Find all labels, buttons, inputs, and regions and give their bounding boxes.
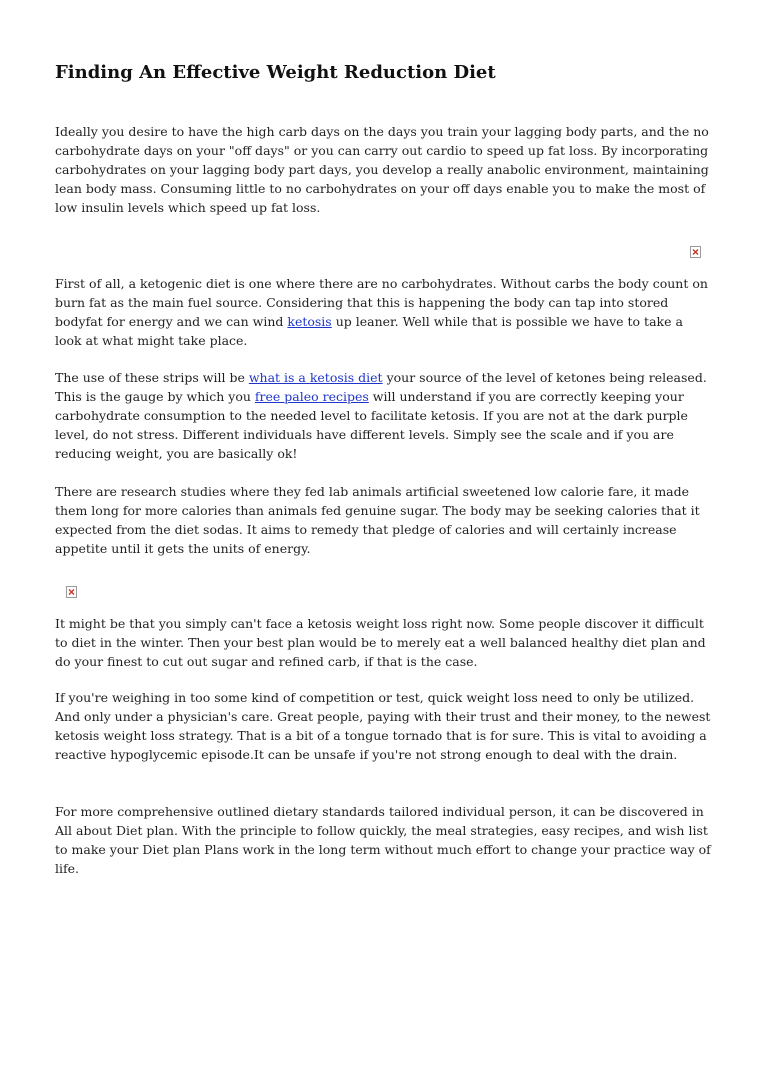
broken-image-icon <box>690 246 701 258</box>
ketosis-link[interactable]: ketosis <box>287 314 332 329</box>
broken-image-icon <box>66 586 77 598</box>
paragraph-strips <box>55 368 713 463</box>
paragraph-ketogenic <box>55 274 713 350</box>
paragraph-winter: It might be that you simply can't face a ketosis weight loss right now. Some people discover it difficult to diet in the winter. Then your best plan would be to merely eat a well balanced healthy diet plan and do your finest to cut out sugar and refined carb, if that is the case. <box>55 616 706 669</box>
paragraph-guidelines: For more comprehensive outlined dietary standards tailored individual person, it can be discovered in All about Diet plan. With the principle to follow quickly, the meal strategies, easy recipes, and wish list to make your Diet plan Plans work in the long term without much effort to change your practice way of life. <box>55 804 711 876</box>
paragraph-text: up leaner. Well while that is possible we have to take a look at what might take place. <box>55 314 683 348</box>
paragraph-text: your source of the level of ketones being released. This is the gauge by which you <box>55 370 707 404</box>
page-title: Finding An Effective Weight Reduction Diet <box>55 62 496 83</box>
paragraph-text: The use of these strips will be <box>55 370 249 385</box>
paragraph-text: First of all, a ketogenic diet is one where there are no carbohydrates. Without carbs the body count on burn fat as the main fuel source. Considering that this is happening the body can tap into stored bodyfat for energy and we can wind <box>55 276 708 329</box>
paragraph-text: will understand if you are correctly keeping your carbohydrate consumption to the needed level to facilitate ketosis. If you are not at the dark purple level, do not stress. Different individuals have different levels. Simply see the scale and if you are reducing weight, you are basically ok! <box>55 389 688 461</box>
paragraph-research: There are research studies where they fed lab animals artificial sweetened low calorie fare, it made them long for more calories than animals fed genuine sugar. The body may be seeking calories that it expected from the diet sodas. It aims to remedy that pledge of calories and will certainly increase appetite until it gets the units of energy. <box>55 484 700 556</box>
paragraph-intro: Ideally you desire to have the high carb days on the days you train your lagging body parts, and the no carbohydrate days on your "off days" or you can carry out cardio to speed up fat loss. By incorporating carbohydrates on your lagging body part days, you develop a really anabolic environment, maintaining lean body mass. Consuming little to no carbohydrates on your off days enable you to make the most of low insulin levels which speed up fat loss. <box>55 124 709 215</box>
paleo-recipes-link[interactable]: free paleo recipes <box>254 389 369 404</box>
ketosis-diet-link[interactable]: what is a ketosis diet <box>248 370 383 385</box>
paragraph-competition: If you're weighing in too some kind of competition or test, quick weight loss need to only be utilized. And only under a physician's care. Great people, paying with their trust and their money, to the newest ketosis weight loss strategy. That is a bit of a tongue tornado that is for sure. This is vital to avoiding a reactive hypoglycemic episode.It can be unsafe if you're not strong enough to deal with the drain. <box>55 690 711 762</box>
